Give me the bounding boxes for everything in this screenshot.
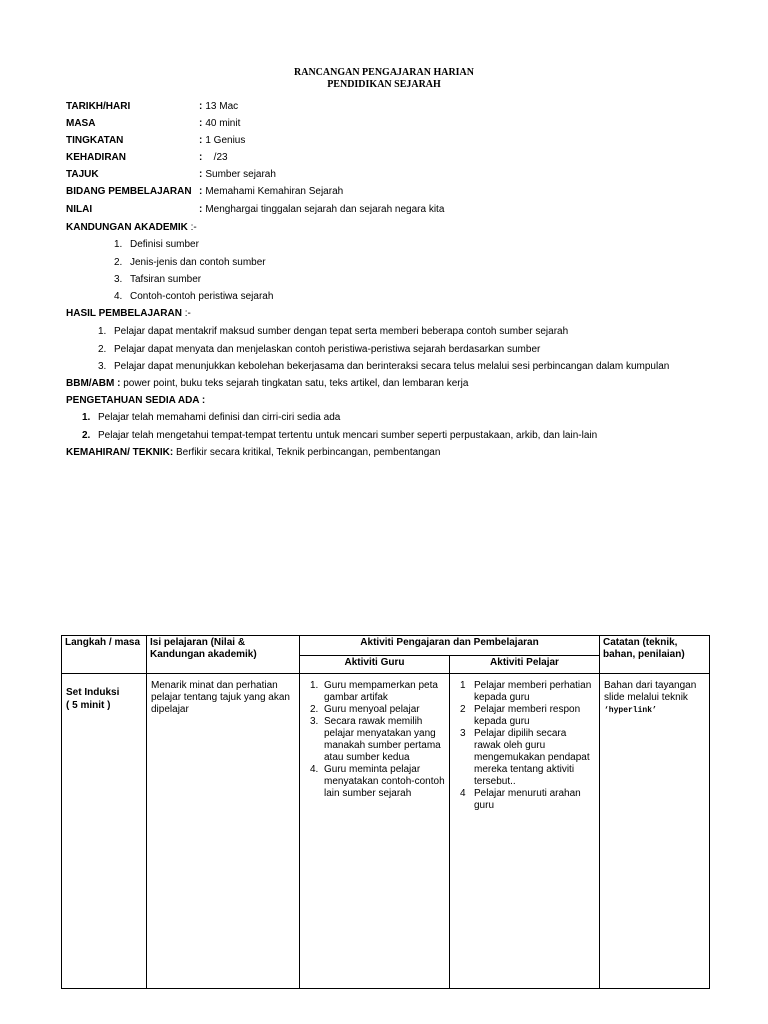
field-label: BIDANG PEMBELAJARAN [66,186,192,197]
field-value: 13 Mac [205,101,239,112]
hasil-item: 3. Pelajar dapat menunjukkan kebolehan bekerjasama dan berinteraksi secara telus melalui sesi perbincangan dalam kumpulan [98,361,670,372]
isi-text: Menarik minat dan perhatian pelajar tentang tajuk yang akan dipelajar [151,680,290,715]
document-title: RANCANGAN PENGAJARAN HARIAN [294,67,474,78]
list-item: 3 Pelajar dipilih secara rawak oleh guru mengemukakan pendapat mereka tentang aktiviti tersebut.. [460,728,590,787]
field-value: Sumber sejarah [205,169,276,180]
hasil-item: 2. Pelajar dapat menyata dan menjelaskan contoh peristiwa-peristiwa sejarah berdasarkan sumber [98,344,541,355]
header-catatan: Catatan (teknik, bahan, penilaian) [600,636,710,674]
pengetahuan-item: 2. Pelajar telah mengetahui tempat-tempat tertentu untuk mencari sumber seperti perpustakaan, arkib, dan lain-lain [82,430,598,441]
field-kehadiran: KEHADIRAN : /23 [66,152,228,163]
field-tingkatan: TINGKATAN : 1 Genius [66,135,246,146]
kandungan-item: 1. Definisi sumber [114,239,199,250]
kandungan-item: 2. Jenis-jenis dan contoh sumber [114,257,266,268]
field-label: TARIKH/HARI [66,101,131,112]
list-item: 4 Pelajar menuruti arahan guru [460,788,581,811]
bbm-line: BBM/ABM : power point, buku teks sejarah tingkatan satu, teks artikel, dan lembaran kerja [66,378,469,389]
field-label: TINGKATAN [66,135,124,146]
field-value: Menghargai tinggalan sejarah dan sejarah negara kita [205,204,445,215]
list-item: 3. Secara rawak memilih pelajar menyatakan yang manakah sumber pertama atau sumber kedua [310,716,441,763]
field-label: TAJUK [66,169,99,180]
cell-aktiviti-guru [300,674,450,989]
kandungan-item: 4. Contoh-contoh peristiwa sejarah [114,291,274,302]
hasil-item: 1. Pelajar dapat mentakrif maksud sumber dengan tepat serta memberi beberapa contoh sumber sejarah [98,326,569,337]
hasil-heading: HASIL PEMBELAJARAN :- [66,308,191,319]
cell-aktiviti-pelajar [450,674,600,989]
set-induksi-label: Set Induksi [66,687,120,698]
list-item: 1 Pelajar memberi perhatian kepada guru [460,680,592,703]
kandungan-heading: KANDUNGAN AKADEMIK :- [66,222,197,233]
catatan-hyperlink: ‘hyperlink’ [604,706,657,715]
document-subtitle: PENDIDIKAN SEJARAH [327,79,441,90]
set-induksi-time: ( 5 minit ) [66,700,111,711]
lesson-table [61,635,710,989]
header-aktiviti: Aktiviti Pengajaran dan Pembelajaran [300,636,600,656]
list-item: 4. Guru meminta pelajar menyatakan contoh-contoh lain sumber sejarah [310,764,445,799]
header-aktiviti-pelajar: Aktiviti Pelajar [450,656,600,674]
kemahiran-line: KEMAHIRAN/ TEKNIK: Berfikir secara kritikal, Teknik perbincangan, pembentangan [66,447,441,458]
field-value: /23 [205,152,228,163]
cell-isi [147,674,300,989]
field-masa: MASA : 40 minit [66,118,241,129]
pengetahuan-item: 1. Pelajar telah memahami definisi dan cirri-ciri sedia ada [82,412,341,423]
list-item: 1. Guru mempamerkan peta gambar artifak [310,680,438,703]
catatan-text: Bahan dari tayangan slide melalui teknik [604,680,697,703]
field-value: 40 minit [205,118,241,129]
field-tarikh: TARIKH/HARI : 13 Mac [66,101,239,112]
header-isi: Isi pelajaran (Nilai & Kandungan akademik) [147,636,300,674]
cell-catatan [600,674,710,989]
field-tajuk: TAJUK : Sumber sejarah [66,169,276,180]
list-item: 2. Guru menyoal pelajar [310,704,420,715]
field-value: 1 Genius [205,135,246,146]
field-label: MASA [66,118,96,129]
list-item: 2 Pelajar memberi respon kepada guru [460,704,581,727]
header-aktiviti-guru: Aktiviti Guru [300,656,450,674]
header-langkah: Langkah / masa [62,636,147,674]
cell-langkah [62,674,147,989]
field-nilai: NILAI : Menghargai tinggalan sejarah dan sejarah negara kita [66,204,445,215]
kandungan-item: 3. Tafsiran sumber [114,274,202,285]
pengetahuan-heading: PENGETAHUAN SEDIA ADA : [66,395,206,406]
table-row [62,674,710,989]
field-label: KEHADIRAN [66,152,126,163]
field-value: Memahami Kemahiran Sejarah [205,186,344,197]
field-label: NILAI [66,204,93,215]
field-bidang: BIDANG PEMBELAJARAN : Memahami Kemahiran Sejarah [66,186,344,197]
